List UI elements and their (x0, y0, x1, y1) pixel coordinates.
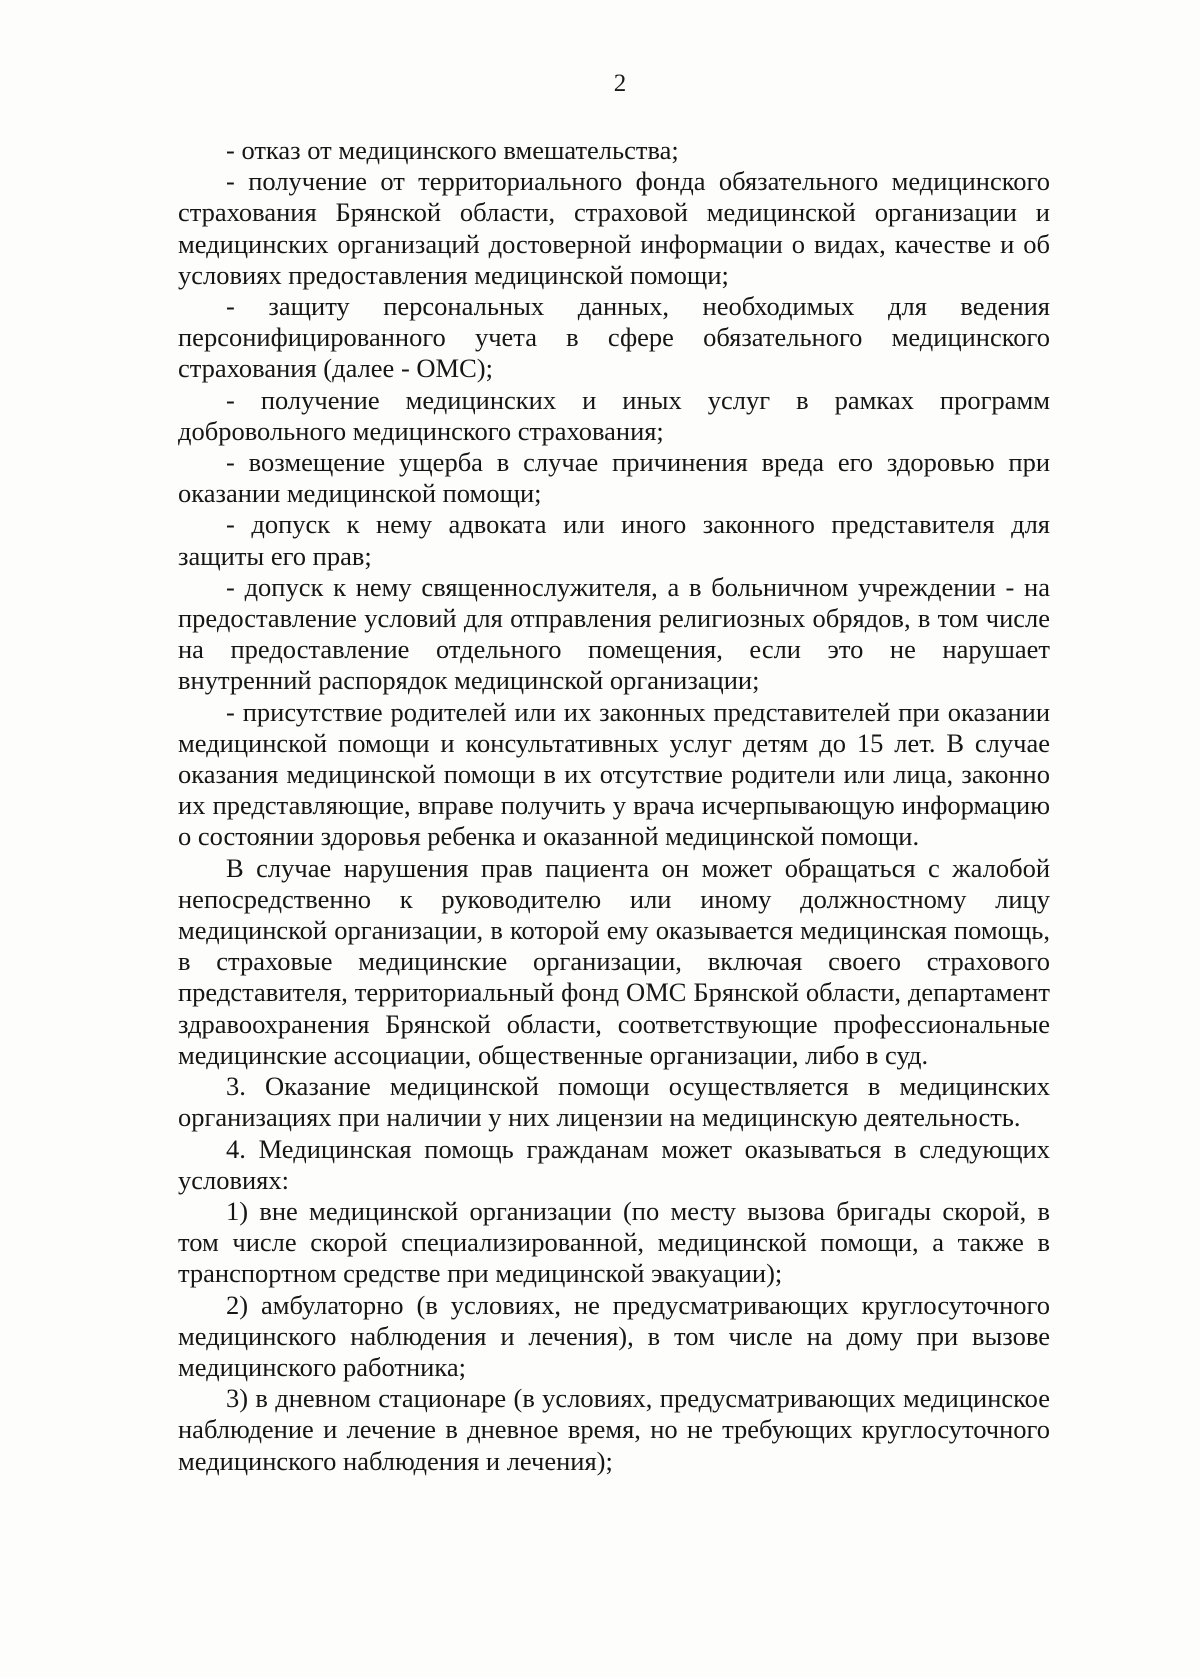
paragraph-complaints: В случае нарушения прав пациента он может обращаться с жалобой непосредственно к руководителю или иному должностному лицу медицинской организации, в которой ему оказывается медицинская помощь, в страховые медицинские организации, включая своего страхового представителя, территориальный фонд ОМС Брянской области, департамент здравоохранения Брянской области, соответствующие профессиональные медицинские ассоциации, общественные организации, либо в суд. (178, 852, 1050, 1070)
list-item-1: 1) вне медицинской организации (по месту вызова бригады скорой, в том числе скорой специализированной, медицинской помощи, а также в транспортном средстве при медицинской эвакуации); (178, 1195, 1050, 1289)
paragraph-lawyer-access: - допуск к нему адвоката или иного законного представителя для защиты его прав; (178, 509, 1050, 571)
document-body (178, 135, 1050, 1477)
paragraph-refusal-intervention: - отказ от медицинского вмешательства; (226, 135, 679, 165)
paragraph-reliable-information: - получение от территориального фонда обязательного медицинского страхования Брянской области, страховой медицинской организации и медицинских организаций достоверной информации о видах, качестве и об условиях предоставления медицинской помощи; (178, 166, 1050, 290)
paragraph-voluntary-insurance: - получение медицинских и иных услуг в рамках программ добровольного медицинского страхования; (178, 384, 1050, 446)
paragraph-section-3: 3. Оказание медицинской помощи осуществляется в медицинских организациях при наличии у них лицензии на медицинскую деятельность. (178, 1071, 1050, 1133)
paragraph-parents-presence: - присутствие родителей или их законных представителей при оказании медицинской помощи и консультативных услуг детям до 15 лет. В случае оказания медицинской помощи в их отсутствие родители или лица, законно их представляющие, вправе получить у врача исчерпывающую информацию о состоянии здоровья ребенка и оказанной медицинской помощи. (178, 696, 1050, 852)
list-item-2: 2) амбулаторно (в условиях, не предусматривающих круглосуточного медицинского наблюдения и лечения), в том числе на дому при вызове медицинского работника; (178, 1289, 1050, 1382)
paragraph-clergy-access: - допуск к нему священнослужителя, а в больничном учреждении - на предоставление условий для отправления религиозных обрядов, в том числе на предоставление отдельного помещения, если это не нарушает внутренний распорядок медицинской организации; (178, 571, 1050, 696)
page-number: 2 (613, 70, 627, 97)
paragraph-personal-data: - защиту персональных данных, необходимых для ведения персонифицированного учета в сфере обязательного медицинского страхования (далее - ОМС); (178, 291, 1050, 384)
paragraph-section-4: 4. Медицинская помощь гражданам может оказываться в следующих условиях: (178, 1133, 1050, 1195)
paragraph-damage-compensation: - возмещение ущерба в случае причинения вреда его здоровью при оказании медицинской помощи; (178, 447, 1050, 509)
list-item-3: 3) в дневном стационаре (в условиях, предусматривающих медицинское наблюдение и лечение в дневное время, но не требующих круглосуточного медицинского наблюдения и лечения); (178, 1383, 1050, 1476)
